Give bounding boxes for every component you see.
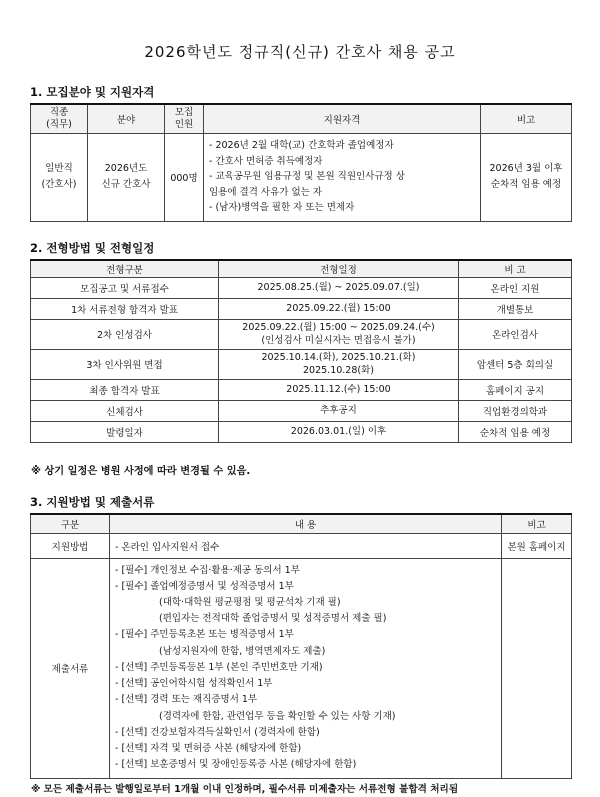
schedule-cell [219,277,459,298]
table-row [31,349,572,379]
docs-note [502,558,572,778]
docs-label: 제출서류 [31,558,110,778]
schedule-line: (인성검사 미실시자는 면접응시 불가) [261,335,416,346]
schedule-cell [219,400,459,421]
schedule-line: 2025.10.14.(화), 2025.10.21.(화) [261,352,416,363]
note-line: 순차적 임용 예정 [490,179,562,190]
qualification-item: - (남자)병역을 필한 자 또는 면제자 [209,202,355,214]
remark-cell: 순차적 임용 예정 [459,421,572,442]
documents-table [30,513,572,779]
docs-content [110,558,502,778]
schedule-footnote: ※ 상기 일정은 병원 사정에 따라 변경될 수 있음. [31,466,251,477]
document-item: (남성지원자에 한함, 병역면제자도 제출) [159,645,326,657]
job-cell [31,133,88,221]
document-item: (경력자에 한함, 관련업무 등을 확인할 수 있는 사항 기재) [159,710,396,722]
document-item: - [필수] 주민등록초본 또는 병적증명서 1부 [115,629,294,641]
stage-cell: 1차 서류전형 합격자 발표 [31,298,219,319]
col-doc-note: 비고 [502,514,572,533]
qualification-item: - 2026년 2월 대학(교) 간호학과 졸업예정자 [209,140,394,152]
document-item: - [선택] 건강보험자격득실확인서 (경력자에 한함) [115,726,320,738]
job-line: (간호사) [41,179,77,190]
col-count: 모집 인원 [165,104,204,133]
col-job: 직종 (직무) [31,104,88,133]
col-qualification: 지원자격 [204,104,481,133]
apply-label: 지원방법 [31,533,110,558]
page-title: 2026학년도 정규직(신규) 간호사 채용 공고 [144,43,456,61]
remark-cell: 온라인검사 [459,319,572,349]
schedule-cell [219,349,459,379]
recruitment-table [30,103,572,222]
apply-content: - 온라인 입사지원서 접수 [110,533,502,558]
qualification-item: - 교육공무원 임용규정 및 본원 직원인사규정 상 [209,171,405,183]
qualification-item: - 간호사 면허증 취득예정자 [209,155,323,167]
schedule-line: 2025.09.22.(월) 15:00 ~ 2025.09.24.(수) [242,322,435,333]
table-row [31,400,572,421]
table-row [31,379,572,400]
document-item: (대학·대학원 평균평점 및 평균석차 기재 필) [159,597,341,609]
count-cell: 000명 [165,133,204,221]
schedule-line: 2025.09.22.(월) 15:00 [286,303,391,314]
field-cell [88,133,165,221]
schedule-line: 추후공지 [320,405,357,416]
remark-cell: 직업환경의학과 [459,400,572,421]
remark-cell: 개별통보 [459,298,572,319]
qualification-cell [204,133,481,221]
col-category: 구분 [31,514,110,533]
note-cell [481,133,572,221]
stage-cell: 모집공고 및 서류접수 [31,277,219,298]
schedule-cell [219,319,459,349]
schedule-line: 2025.11.12.(수) 15:00 [286,384,391,395]
field-line: 신규 간호사 [101,179,151,190]
section2-heading: 2. 전형방법 및 전형일정 [30,241,155,255]
col-stage: 전형구분 [31,260,219,277]
apply-note: 본원 홈페이지 [502,533,572,558]
schedule-line: 2025.08.25.(월) ~ 2025.09.07.(일) [257,282,420,293]
col-field: 분야 [88,104,165,133]
job-line: 일반직 [45,162,73,174]
col-content: 내 용 [110,514,502,533]
document-item: - [필수] 졸업예정증명서 및 성적증명서 1부 [115,580,294,592]
schedule-cell [219,421,459,442]
stage-cell: 2차 인성검사 [31,319,219,349]
col-remark: 비 고 [459,260,572,277]
stage-cell: 신체검사 [31,400,219,421]
document-item: - [선택] 자격 및 면허증 사본 (해당자에 한함) [115,742,302,754]
document-item: - [선택] 보훈증명서 및 장애인등록증 사본 (해당자에 한함) [115,759,357,771]
qualification-item: 임용에 결격 사유가 없는 자 [209,186,323,198]
col-schedule: 전형일정 [219,260,459,277]
table-row [31,319,572,349]
remark-cell: 온라인 지원 [459,277,572,298]
table-row [31,277,572,298]
document-item: - [필수] 개인정보 수집·활용·제공 동의서 1부 [115,564,300,576]
section1-heading: 1. 모집분야 및 지원자격 [30,85,155,99]
schedule-cell [219,298,459,319]
schedule-line: 2026.03.01.(일) 이후 [290,426,387,437]
table-row [31,298,572,319]
document-item: - [선택] 주민등록등본 1부 (본인 주민번호만 기재) [115,661,323,673]
document-item: - [선택] 경력 또는 재직증명서 1부 [115,694,258,706]
field-line: 2026년도 [104,162,148,174]
remark-cell: 암센터 5층 회의실 [459,349,572,379]
schedule-table [30,259,572,443]
col-note: 비고 [481,104,572,133]
remark-cell: 홈페이지 공지 [459,379,572,400]
table-row [31,421,572,442]
note-line: 2026년 3월 이후 [489,162,563,174]
section3-heading: 3. 지원방법 및 제출서류 [30,495,155,509]
stage-cell: 3차 인사위원 면접 [31,349,219,379]
stage-cell: 최종 합격자 발표 [31,379,219,400]
stage-cell: 발령일자 [31,421,219,442]
document-item: (편입자는 전적대학 졸업증명서 및 성적증명서 제출 필) [159,613,387,625]
document-item: - [선택] 공인어학시험 성적확인서 1부 [115,678,273,690]
documents-footnote: ※ 모든 제출서류는 발행일로부터 1개월 이내 인정하며, 필수서류 미제출자는 서류전형 불합격 처리됨 [31,784,459,795]
schedule-line: 2025.10.28(화) [303,365,374,376]
schedule-cell [219,379,459,400]
